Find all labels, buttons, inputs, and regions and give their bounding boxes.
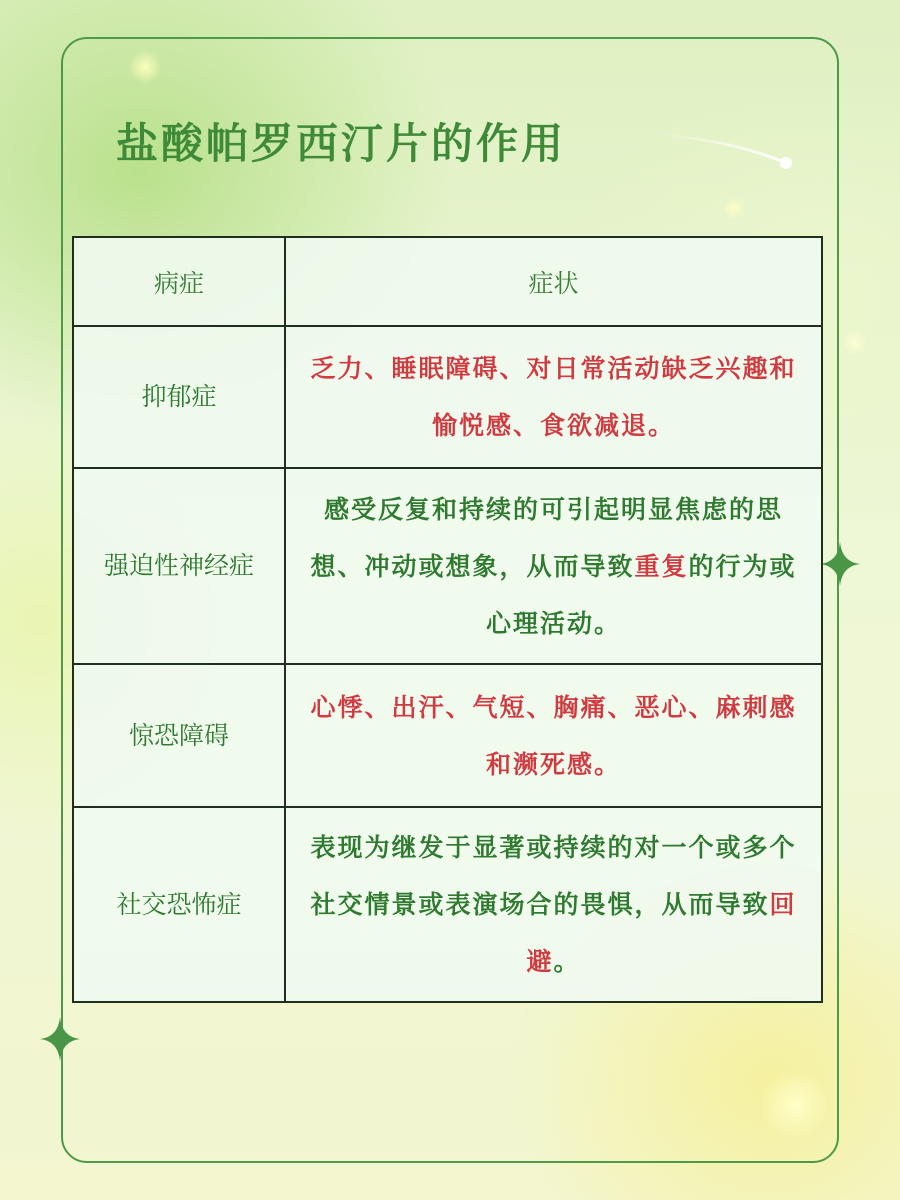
effects-table bbox=[72, 236, 823, 1003]
header-symptoms: 症状 bbox=[285, 237, 822, 326]
symptom-text-segment: 的行为或心理活动。 bbox=[485, 551, 797, 638]
sparkle-icon-right bbox=[820, 542, 860, 586]
symptom-description bbox=[285, 326, 822, 468]
header-disease: 病症 bbox=[73, 237, 285, 326]
symptom-description bbox=[285, 468, 822, 664]
disease-name: 惊恐障碍 bbox=[73, 664, 285, 807]
symptom-text-segment: 重复 bbox=[634, 551, 689, 581]
symptom-text-segment: 乏力、睡眠障碍、对日常活动缺乏兴趣和愉悦感、食欲减退。 bbox=[310, 354, 797, 440]
symptom-text-segment: 。 bbox=[553, 947, 581, 976]
page-title: 盐酸帕罗西汀片的作用 bbox=[116, 119, 567, 168]
shooting-star-icon bbox=[650, 128, 800, 178]
table-row bbox=[73, 807, 822, 1002]
table-row bbox=[73, 468, 822, 664]
disease-name: 抑郁症 bbox=[73, 326, 285, 468]
symptom-text-segment: 感受反复和持续的可引起明显焦虑的思想、冲动或想象，从而导致 bbox=[310, 494, 783, 581]
table-row bbox=[73, 664, 822, 807]
symptom-text-segment: 回避 bbox=[526, 890, 797, 976]
symptom-description bbox=[285, 807, 822, 1002]
symptom-text-segment: 表现为继发于显著或持续的对一个或多个社交情景或表演场合的畏惧，从而导致 bbox=[310, 833, 797, 919]
table-header-row bbox=[73, 237, 822, 326]
disease-name: 强迫性神经症 bbox=[73, 468, 285, 664]
disease-name: 社交恐怖症 bbox=[73, 807, 285, 1002]
light-glow-right bbox=[842, 330, 868, 356]
symptom-description bbox=[285, 664, 822, 807]
table-row bbox=[73, 326, 822, 468]
sparkle-icon-left bbox=[40, 1017, 80, 1061]
symptom-text-segment: 心悸、出汗、气短、胸痛、恶心、麻刺感和濒死感。 bbox=[310, 692, 797, 779]
